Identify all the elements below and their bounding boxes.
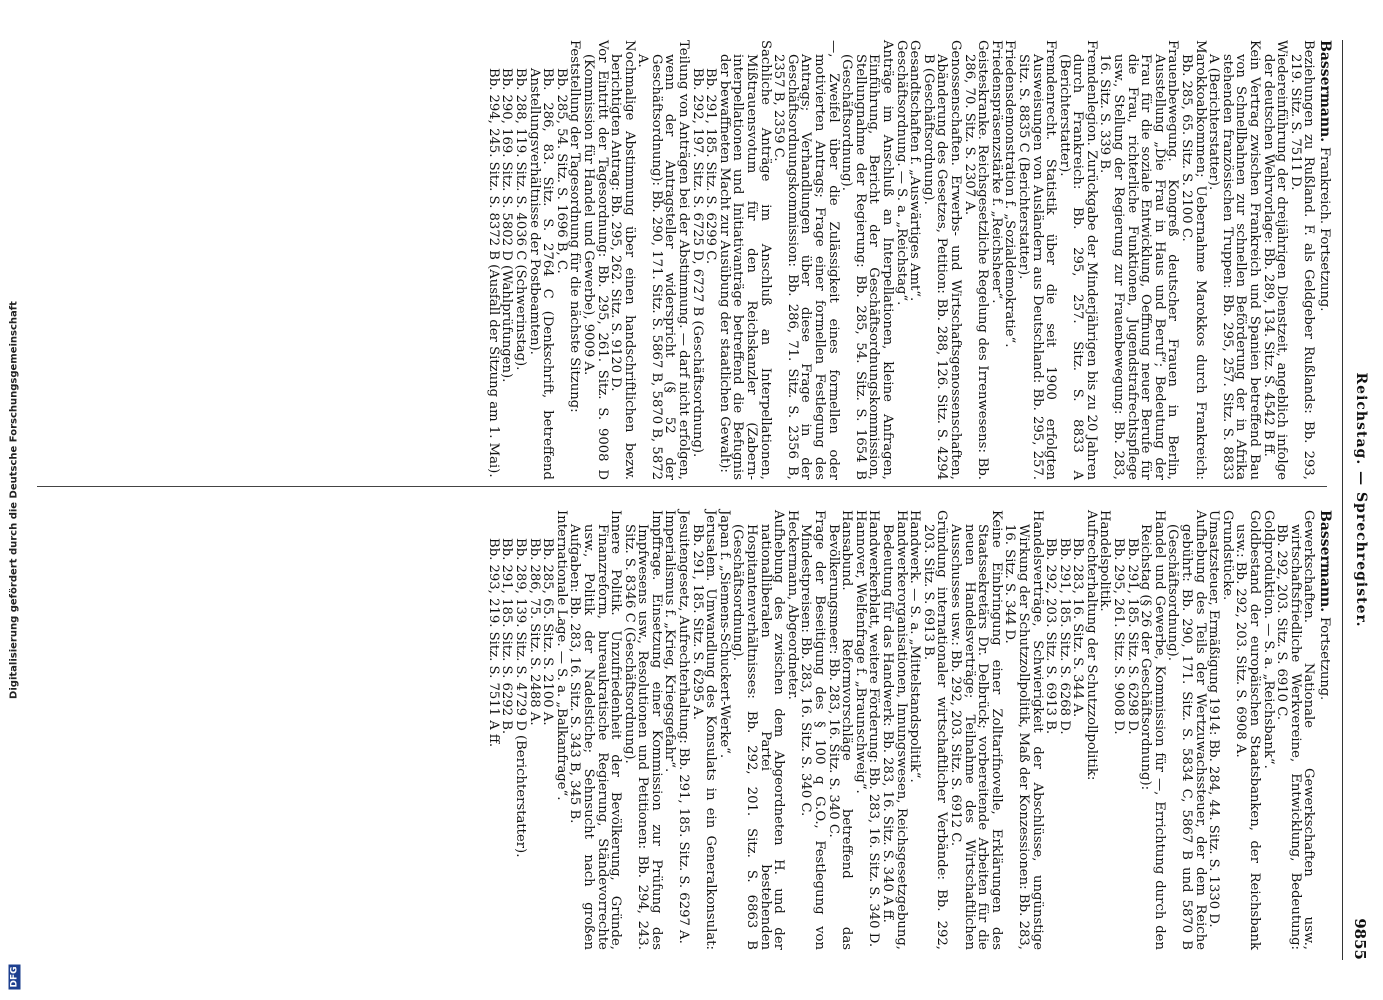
register-entry: Bb. 285, 54. Sitz. S. 1696 B, C.	[553, 68, 569, 274]
register-entry: Impffrage. Einsetzung einer Kommission zur Prüfung des Impfwesens usw., Resolutionen und Petitionen: Bb. 294, 243. Sitz. S. 8346 C (Geschäftsordnung).	[621, 510, 664, 950]
page-title: Reichstag. — Sprechregister.	[1353, 372, 1369, 628]
register-entry: Jesuitengesetz, Aufrechterhaltung: Bb. 291, 185. Sitz. S. 6297 A.	[676, 510, 692, 944]
register-entry: Marokkoabkommen; Uebernahme Marokkos durch Frankreich: Bb. 285, 65. Sitz. S. 2100 C.	[1179, 40, 1208, 480]
register-entry: Umsatzsteuer, Ermäßigung 1914: Bb. 284, 44. Sitz. S. 1330 D.	[1206, 510, 1222, 928]
register-entry: Friedenspräsenzstärke f. „Reichsheer“.	[988, 40, 1004, 304]
digitization-note: Digitalisierung gefördert durch die Deutsche Forschungsgemeinschaft	[8, 301, 20, 699]
register-entry: Bb. 295, 261. Sitz. S. 9008 D.	[1111, 538, 1127, 735]
right-column-continuation: Fortsetzung.	[1317, 616, 1332, 701]
register-entry: Handelsverträge, Schwierigkeit der Abschlüsse, ungünstige Wirkung der Schutzzollpolitik, Maß der Konzessionen: Bb. 283, 16. Sitz. S. 344 D.	[1002, 510, 1045, 950]
dfg-logo-text: DFG	[9, 966, 20, 988]
page-number: 9855	[1351, 918, 1369, 960]
left-column-head	[1317, 40, 1331, 480]
column-divider	[37, 486, 1327, 487]
register-entry: Sachliche Anträge im Anschluß an Interpellationen, Mißtrauensvotum für den Reichskanzler (Zabern-interpellationen und Initiativanträge betreffend die Befugnis der bewaffneten Macht zur Ausübung der staatlichen Gewalt):	[716, 40, 773, 480]
register-entry: Aufhebung des Teils der Wertzuwachssteuer, der dem Reiche gebührt: Bb. 290, 171. Sitz. S. 5834 C, 5867 B und 5870 B (Geschäftsordnung).	[1165, 510, 1208, 950]
page-viewport	[28, 0, 1383, 1000]
register-entry: Vor Eintritt der Tagesordnung: Bb. 295, 261. Sitz. S. 9008 D (Kommission für Handel und Gewerbe), 9009 A.	[580, 40, 610, 480]
dfg-logo	[2, 964, 26, 990]
register-entry: Bb. 289, 139. Sitz. S. 4729 D (Berichterstatter).	[512, 538, 528, 858]
register-entry: Handwerkerorganisationen, Innungswesen, Reichsgesetzgebung, Bedeutung für das Handwerk: Bb. 283, 16. Sitz. S. 340 A ff.	[880, 510, 909, 950]
register-entry: Handelspolitik.	[1097, 510, 1113, 612]
register-entry: Teilung von Anträgen bei der Abstimmung. — darf nicht erfolgen, wenn der Antragsteller widerspricht (§ 52 der Geschäftsordnung): Bb. 290, 171. Sitz. S. 5867 B, 5870 B, 5872 A.	[635, 40, 692, 480]
register-entry: Bb. 288, 119. Sitz. S. 4036 C (Schwerinstag).	[512, 68, 528, 371]
left-column	[486, 40, 1331, 480]
document-page	[28, 0, 1383, 1000]
register-entry: Heckermann, Abgeordneter.	[784, 510, 800, 700]
register-entry: Innere Politik. Unzufriedenheit der Bevölkerung, Gründe, Finanzreform, bureaukratische Regierung, Ständevorrechte usw., Politik der Nadelstiche; Sehnsucht nach großen Aufgaben: Bb. 283, 16. Sitz. S. 343 B, 345 B.	[567, 510, 624, 950]
register-entry: Keine Einbringung einer Zolltarifnovelle, Erklärungen des Staatssekretärs Dr. Delbrück; vorbereitende Arbeiten für die neuen Handelsverträge; Teilnahme des Wirtschaftlichen Ausschusses usw.: Bb. 292, 203. Sitz. S. 6912 C.	[947, 510, 1004, 950]
register-entry: Bb. 286, 83. Sitz. S. 2764 C (Denkschrift, betreffend Anstellungsverhältnisse der Postbeamten).	[526, 68, 556, 480]
left-column-continuation: Frankreich. Fortsetzung.	[1317, 146, 1332, 312]
register-entry: Feststellung der Tagesordnung für die nächste Sitzung:	[567, 40, 583, 413]
register-entry: Anträge im Anschluß an Interpellationen, kleine Anfragen, Einführung, Bericht der Geschäftsordnungskommission, Stellungnahme der Regierung: Bb. 285, 54. Sitz. S. 1654 B (Geschäftsordnung).	[839, 40, 895, 480]
register-entry: Goldproduktion. — S. a. „Reichsbank“.	[1260, 510, 1276, 769]
register-entry: Fremdenlegion. Zurückgabe der Minderjährigen bis zu 20 Jahren durch Frankreich: Bb. 295, 257. Sitz. S. 8833 A (Berichterstatter).	[1056, 40, 1099, 480]
register-entry: Imperialismus f. „Krieg, Kriegsgefahr“.	[662, 510, 678, 773]
register-entry: Wiedereinführung der dreijährigen Dienstzeit, angeblich infolge der deutschen Wehrvorlage: Bb. 289, 134. Sitz. S. 4542 B ff.	[1260, 40, 1290, 480]
register-entry: Bb. 293, 219. Sitz. S. 7511 A ff.	[485, 538, 501, 748]
register-entry: Goldbestand der europäischen Staatsbanken, der Reichsbank usw.: Bb. 292, 203. Sitz. S. 6908 A.	[1233, 510, 1263, 950]
register-entry: Japan f. „Siemens-Schuckert-Werke“.	[716, 510, 732, 759]
register-entry: Handel und Gewerbe, Kommission für —, Errichtung durch den Reichstag (§ 26 der Geschäftsordnung):	[1138, 510, 1167, 950]
register-entry: Hannover, Welfenfrage f. „Braunschweig“.	[852, 510, 868, 794]
register-entry: Handwerkerblatt, weitere Förderung: Bb. 283, 16. Sitz. S. 340 D.	[866, 510, 882, 948]
header-rule	[1342, 40, 1343, 960]
register-entry: Internationale Lage. — S. a. „Balkanfrage“.	[553, 510, 569, 801]
register-entry: Bb. 291, 185. Sitz. S. 6268 D.	[1056, 538, 1072, 735]
page-header	[1345, 40, 1371, 960]
register-entry: Hansabund. Reformvorschläge betreffend das Bevölkerungsmeer: Bb. 283, 16. Sitz. S. 340 C.	[825, 510, 855, 950]
register-entry: Aufrechterhaltung der Schutzzollpolitik:	[1083, 510, 1099, 781]
register-entry: Geschäftsordnung. — S. a. „Reichstag“.	[893, 40, 909, 306]
register-entry: Bb. 292, 197. Sitz. S. 6725 D, 6727 B (Geschäftsordnung).	[689, 68, 705, 458]
register-entry: Fremdenrecht. Statistik über die seit 1900 erfolgten Ausweisungen von Ausländern aus Deutschland: Bb. 295, 257. Sitz. S. 8835 C (Berichterstatter).	[1015, 40, 1059, 480]
register-entry: Aufhebung des zwischen dem Abgeordneten H. und der nationalliberalen Partei bestehenden Hospitantenverhältnisses: Bb. 292, 201. Sitz. S. 6863 B (Geschäftsordnung).	[730, 510, 787, 950]
left-column-name: Bassermann.	[1317, 40, 1333, 143]
right-column-name: Bassermann.	[1317, 510, 1333, 613]
right-column	[486, 510, 1331, 950]
register-entry: Bb. 294, 245. Sitz. S. 8372 B (Ausfall der Sitzung am 1. Mai).	[485, 68, 501, 478]
register-entry: Gesandtschaften f. „Auswärtiges Amt“.	[907, 40, 923, 302]
register-entry: Bb. 291, 185. Sitz. S. 6299 C.	[703, 68, 719, 265]
register-entry: Handwerk. — S. a. „Mittelstandspolitik“.	[907, 510, 923, 783]
register-entry: Nochmalige Abstimmung über einen handschriftlichen bezw. berichtigten Antrag: Bb. 295, 262. Sitz. S. 9120 D.	[608, 40, 637, 480]
right-column-head	[1317, 510, 1331, 950]
register-entry: Bb. 292, 203. Sitz. S. 6913 B.	[1043, 538, 1059, 735]
register-entry: Beziehungen zu Rußland. F. als Geldgeber Rußlands: Bb. 293, 219. Sitz. S. 7511 D.	[1287, 40, 1317, 480]
digitization-strip	[0, 0, 28, 1000]
register-entry: Bb. 285, 65. Sitz. S. 2100 A.	[540, 538, 556, 726]
register-entry: Gewerkschaften. Nationale Gewerkschaften usw., wirtschaftsfriedliche Werkvereine, Entwicklung, Bedeutung: Bb. 292, 203. Sitz. S. 6910 C.	[1274, 510, 1317, 950]
register-entry: Frage der Beseitigung des § 100 q G.O., Festlegung von Mindestpreisen: Bb. 283, 16. Sitz. S. 340 C.	[798, 510, 828, 950]
register-entry: Geisteskranke. Reichsgesetzliche Regelung des Irrenwesens: Bb. 286, 70. Sitz. S. 2307 A.	[961, 40, 991, 480]
register-entry: Frauenbewegung. Kongreß deutscher Frauen in Berlin, Ausstellung „Die Frau in Haus und Beruf“; Bedeutung der Frau für die soziale Entwicklung, Oeffnung neuer Berufe für die Frau, richterliche Funktionen, Jugendstrafrechtspflege usw., Stellung der Regierung zur Frauenbewegung: Bb. 283, 16. Sitz. S. 339 B.	[1097, 40, 1181, 480]
register-entry: Bb. 283, 16. Sitz. S. 344 A.	[1070, 538, 1086, 718]
register-entry: Friedensdemonstration f. „Sozialdemokratie“.	[1002, 40, 1018, 348]
register-entry: Jerusalem. Umwandlung des Konsulats in ein Generalkonsulat: Bb. 291, 185. Sitz. S. 6295 A.	[689, 510, 719, 950]
register-entry: Genossenschaften. Erwerbs- und Wirtschaftsgenossenschaften, Abänderung des Gesetzes, Petition: Bb. 288, 126. Sitz. S. 4294 B (Geschäftsordnung).	[920, 40, 963, 480]
register-entry: Grundstücke.	[1219, 510, 1235, 601]
register-entry: —, Zweifel über die Zulässigkeit eines formellen oder motivierten Antrags; Frage einer formellen Festlegung des Antrags; Verhandlungen über diese Frage in der Geschäftsordnungskommission: Bb. 286, 71. Sitz. S. 2356 B, 2357 B, 2359 C.	[771, 40, 841, 480]
register-entry: Kein Vertrag zwischen Frankreich und Spanien betreffend Bau von Schnellbahnen zur schnellen Beförderung der in Afrika stehenden französischen Truppen: Bb. 295, 257. Sitz. S. 8833 A (Berichterstatter).	[1206, 40, 1263, 480]
register-entry: Bb. 286, 75. Sitz. S. 2488 A.	[526, 538, 542, 726]
register-entry: Bb. 291, 185. Sitz. S. 6292 B.	[499, 538, 515, 735]
register-entry: Gründung internationaler wirtschaftlicher Verbände: Bb. 292, 203. Sitz. S. 6913 B.	[920, 510, 950, 950]
register-entry: Bb. 291, 185. Sitz. S. 6298 D.	[1124, 538, 1140, 735]
register-entry: Bb. 290, 169. Sitz. S. 5802 D (Wahlprüfungen).	[499, 68, 515, 383]
